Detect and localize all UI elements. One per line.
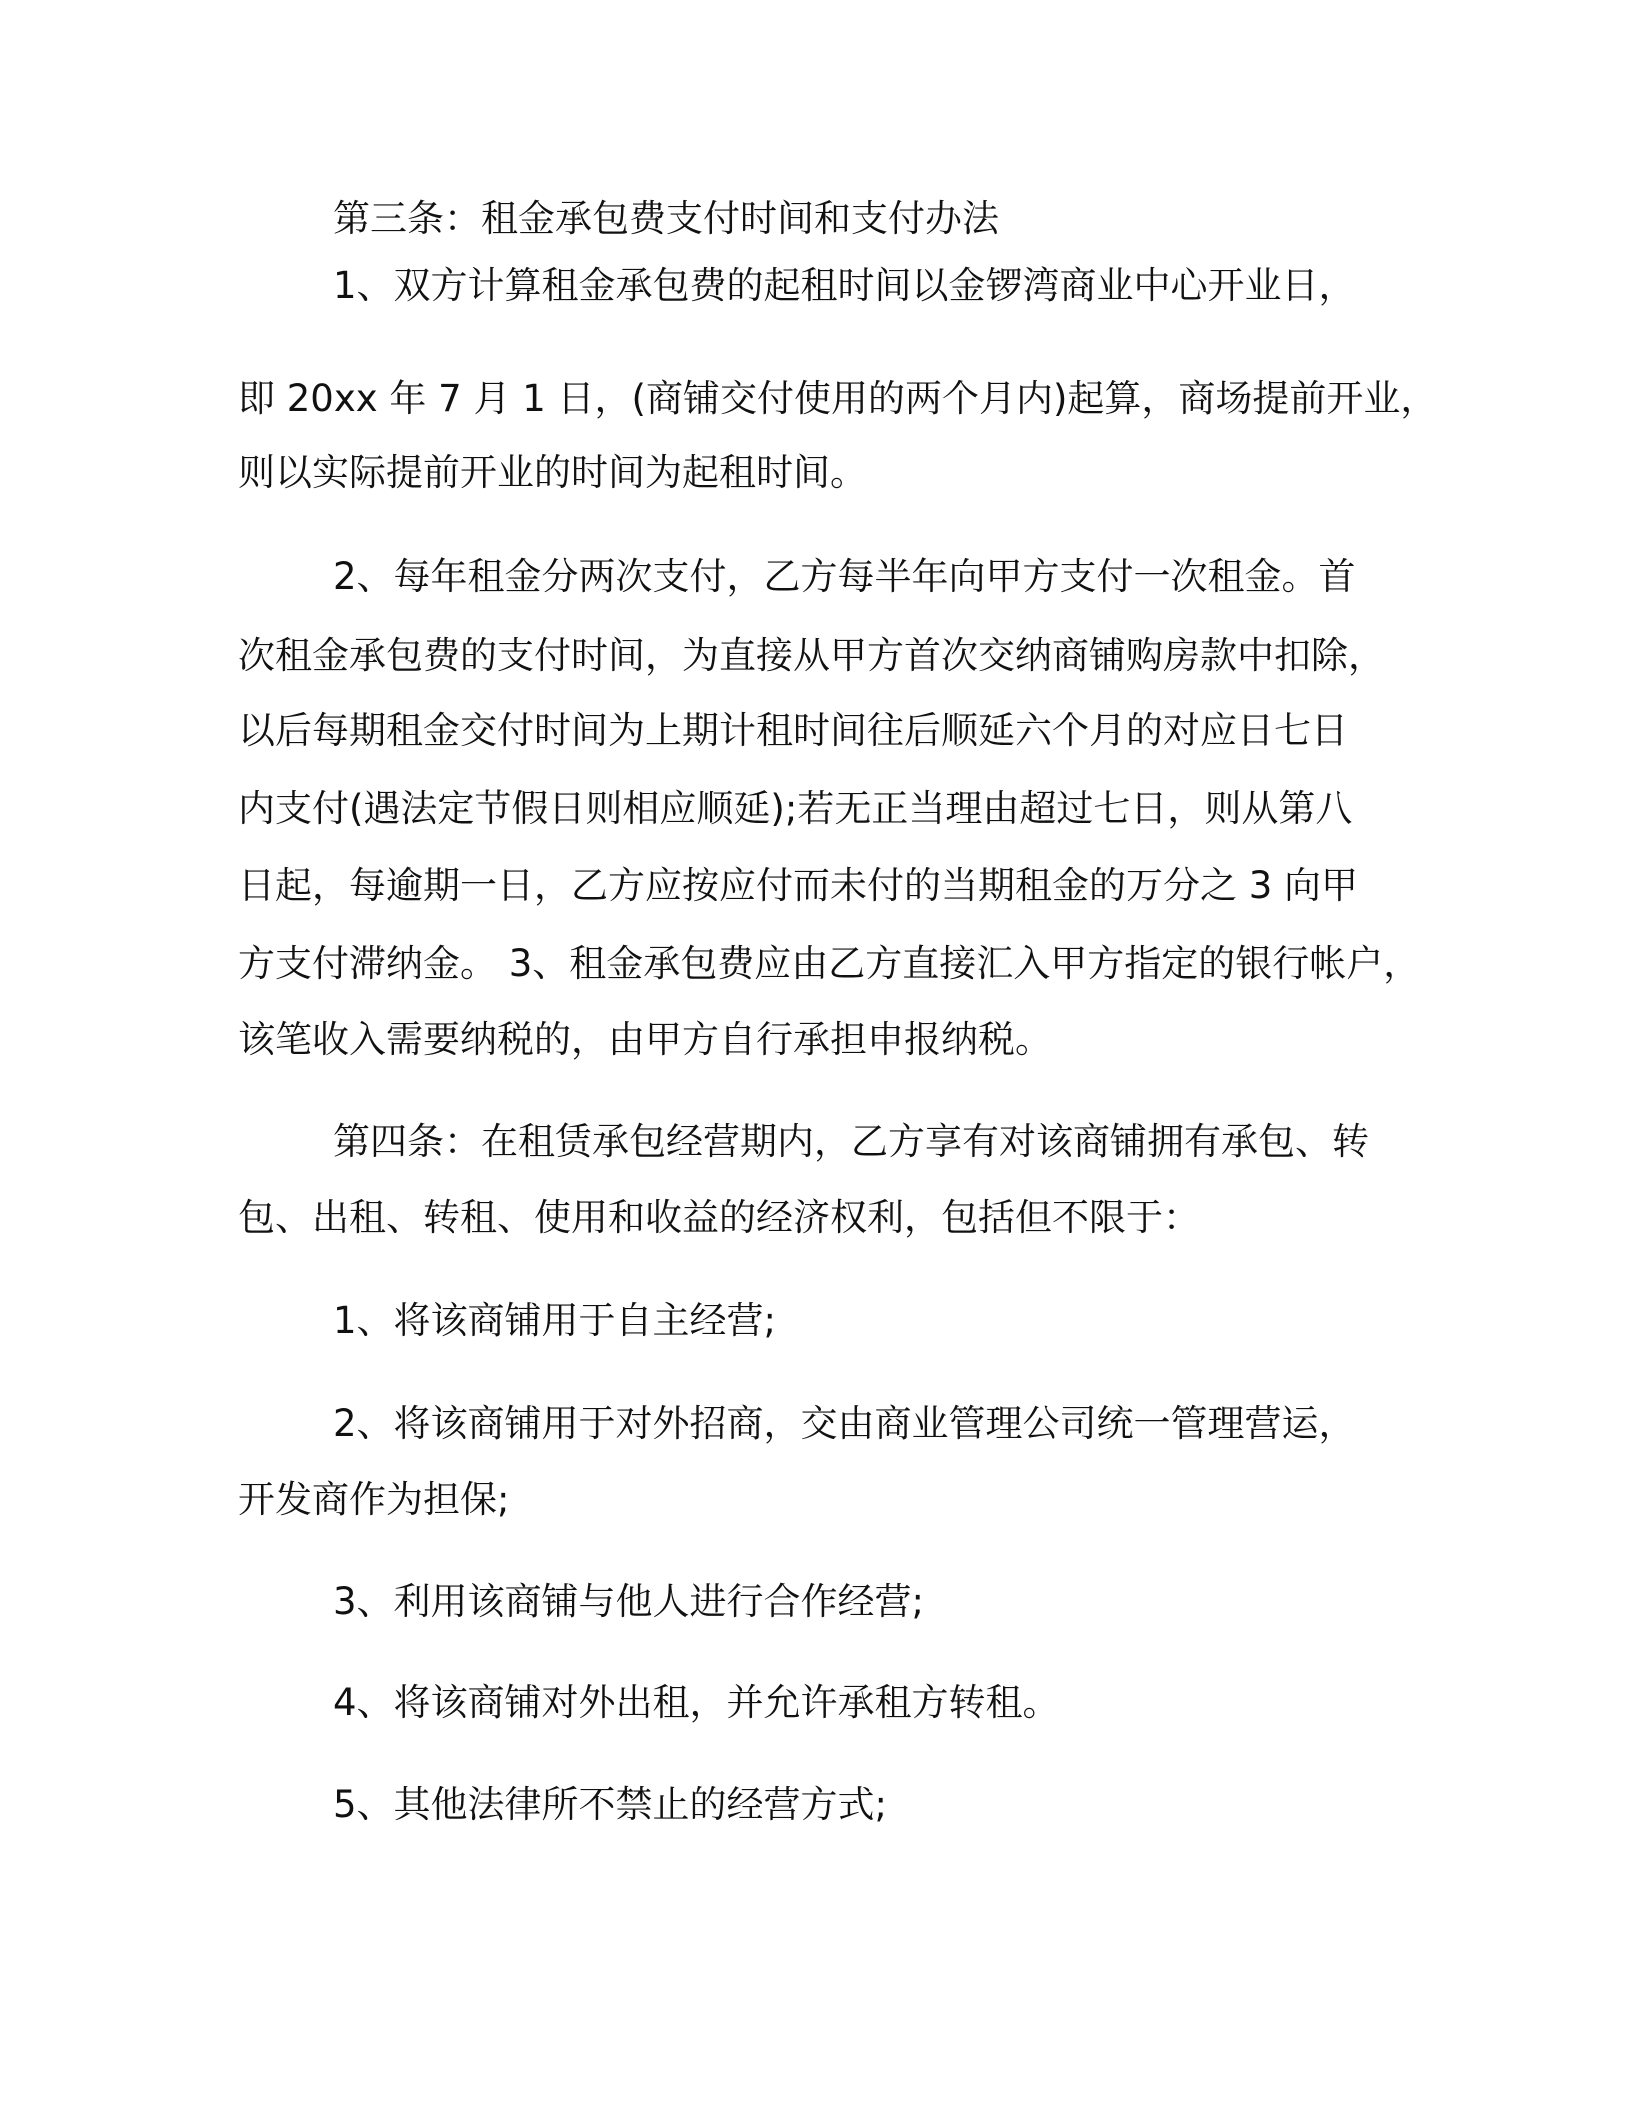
article-4-item-4: 4、将该商铺对外出租，并允许承租方转租。: [333, 1681, 1060, 1724]
article-3-item-1-line-2: 即 20xx 年 7 月 1 日，(商铺交付使用的两个月内)起算，商场提前开业，: [238, 377, 1438, 420]
article-3-item-2-line-1: 2、每年租金分两次支付，乙方每半年向甲方支付一次租金。首: [333, 555, 1356, 598]
article-4-item-2-line-1: 2、将该商铺用于对外招商，交由商业管理公司统一管理营运，: [333, 1402, 1356, 1445]
article-4-item-2-line-2: 开发商作为担保;: [238, 1478, 510, 1521]
article-3-item-2-line-2: 次租金承包费的支付时间，为直接从甲方首次交纳商铺购房款中扣除，: [238, 634, 1385, 677]
article-3-heading: 第三条：租金承包费支付时间和支付办法: [333, 197, 999, 240]
article-3-item-2-line-4: 内支付(遇法定节假日则相应顺延);若无正当理由超过七日，则从第八: [238, 787, 1353, 830]
article-4-item-1: 1、将该商铺用于自主经营;: [333, 1299, 777, 1342]
article-3-item-2-line-3: 以后每期租金交付时间为上期计租时间往后顺延六个月的对应日七日: [238, 709, 1348, 752]
article-3-item-1-line-3: 则以实际提前开业的时间为起租时间。: [238, 451, 867, 494]
article-3-item-2-line-5: 日起，每逾期一日，乙方应按应付而未付的当期租金的万分之 3 向甲: [238, 864, 1359, 907]
article-4-line-1: 第四条：在租赁承包经营期内，乙方享有对该商铺拥有承包、转: [333, 1120, 1369, 1163]
article-4-item-5: 5、其他法律所不禁止的经营方式;: [333, 1783, 888, 1826]
article-4-item-3: 3、利用该商铺与他人进行合作经营;: [333, 1580, 925, 1623]
article-3-item-1-line-1: 1、双方计算租金承包费的起租时间以金锣湾商业中心开业日，: [333, 264, 1356, 307]
article-3-item-2-line-7: 该笔收入需要纳税的，由甲方自行承担申报纳税。: [238, 1018, 1052, 1061]
article-3-item-2-line-6: 方支付滞纳金。 3、租金承包费应由乙方直接汇入甲方指定的银行帐户，: [238, 942, 1421, 985]
article-4-line-2: 包、出租、转租、使用和收益的经济权利，包括但不限于：: [238, 1196, 1200, 1239]
